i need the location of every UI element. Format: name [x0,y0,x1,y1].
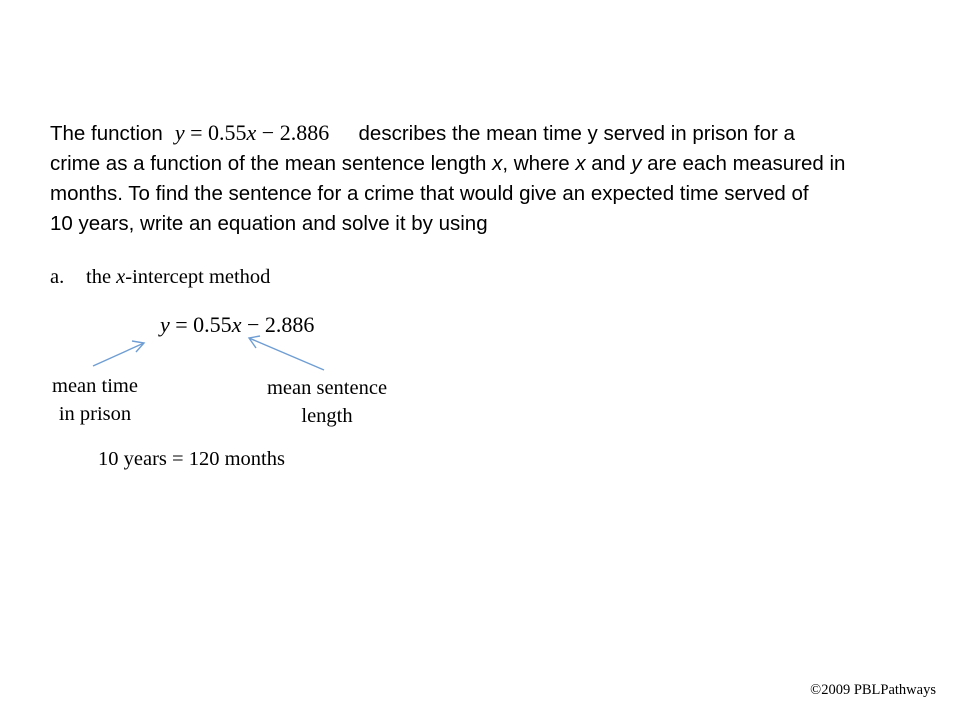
inline-equation [163,118,353,148]
label-line: mean sentence [266,377,388,399]
unit-conversion: 10 years = 120 months [98,448,285,470]
problem-text: and [585,152,632,175]
problem-line-1 [50,118,890,149]
equation-text: = 0.55 [184,120,247,145]
label-line: length [301,405,353,427]
problem-statement [50,118,890,239]
label-mean-time [30,372,160,428]
equation-text: − 2.886 [256,120,330,145]
equation-var-x: x [231,312,242,337]
problem-text: The function [50,122,163,145]
equation-text: = 0.55 [169,312,232,337]
arrow-to-x [249,338,324,370]
problem-line-3: months. To find the sentence for a crime that would give an expected time served of [50,182,809,205]
main-equation [160,312,314,338]
list-item-text: the [86,266,117,288]
label-mean-sentence [244,374,410,430]
list-item-text: -intercept method [125,266,271,288]
problem-line-2 [50,149,890,179]
variable-y: y [631,152,642,175]
problem-line-4: 10 years, write an equation and solve it by using [50,212,488,235]
variable-x: x [116,266,126,288]
arrow-to-y [93,343,144,366]
problem-text: are each measured in [641,152,846,175]
problem-text: crime as a function of the mean sentence length [50,152,493,175]
equation-var-x: x [246,120,257,145]
problem-text: , where [502,152,576,175]
equation-var-y: y [160,312,170,337]
problem-text: describes the mean time y served in prison for a [352,122,795,145]
arrow-head-y [132,341,144,352]
label-line: in prison [58,403,132,425]
list-marker: a. [50,266,65,288]
equation-var-y: y [174,120,185,145]
variable-x: x [492,152,503,175]
label-line: mean time [52,375,138,397]
equation-text: − 2.886 [241,312,315,337]
copyright-notice: ©2009 PBLPathways [810,682,936,698]
variable-x: x [575,152,586,175]
list-item-a [50,266,270,289]
